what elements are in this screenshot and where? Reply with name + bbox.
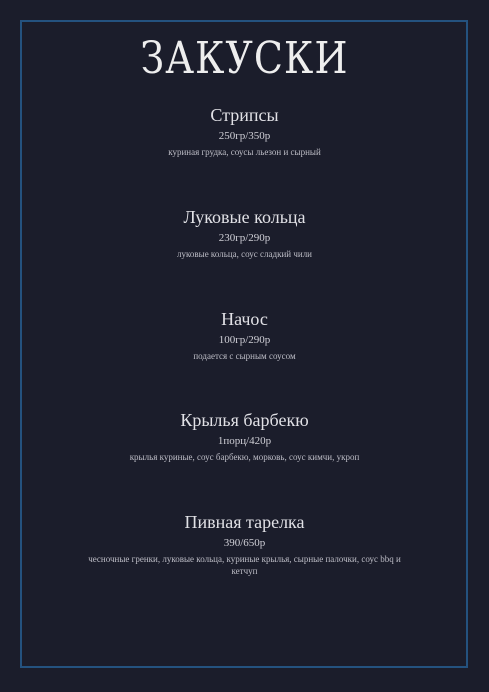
- menu-item-bbq-wings: [70, 409, 419, 463]
- item-description: подается с сырным соусом: [193, 351, 296, 361]
- item-price: 390/650р: [223, 537, 266, 549]
- item-price: 100гр/290р: [218, 334, 271, 346]
- item-name: Начос: [221, 309, 268, 329]
- item-name: Луковые кольца: [183, 207, 306, 227]
- item-price: 230гр/290р: [218, 232, 271, 244]
- menu-title: ЗАКУСКИ: [140, 32, 349, 84]
- item-price: 1порц/420р: [217, 435, 272, 447]
- item-description: луковые кольца, соус сладкий чили: [176, 249, 312, 259]
- menu-item-beer-platter: [84, 511, 405, 577]
- item-name: Пивная тарелка: [184, 512, 305, 532]
- menu-item-nachos: [90, 308, 399, 362]
- item-description: крылья куриные, соус барбекю, морковь, соус кимчи, укроп: [129, 452, 360, 462]
- item-name: Крылья барбекю: [180, 410, 309, 430]
- item-name: Стрипсы: [210, 105, 279, 125]
- item-description: чесночные гренки, луковые кольца, куриные крылья, сырные палочки, соус bbq и кетчуп: [88, 554, 401, 576]
- menu-item-strips: [90, 104, 399, 158]
- item-price: 250гр/350р: [218, 130, 271, 142]
- menu-item-onion-rings: [90, 206, 399, 260]
- item-description: куриная грудка, соусы льезон и сырный: [168, 147, 321, 157]
